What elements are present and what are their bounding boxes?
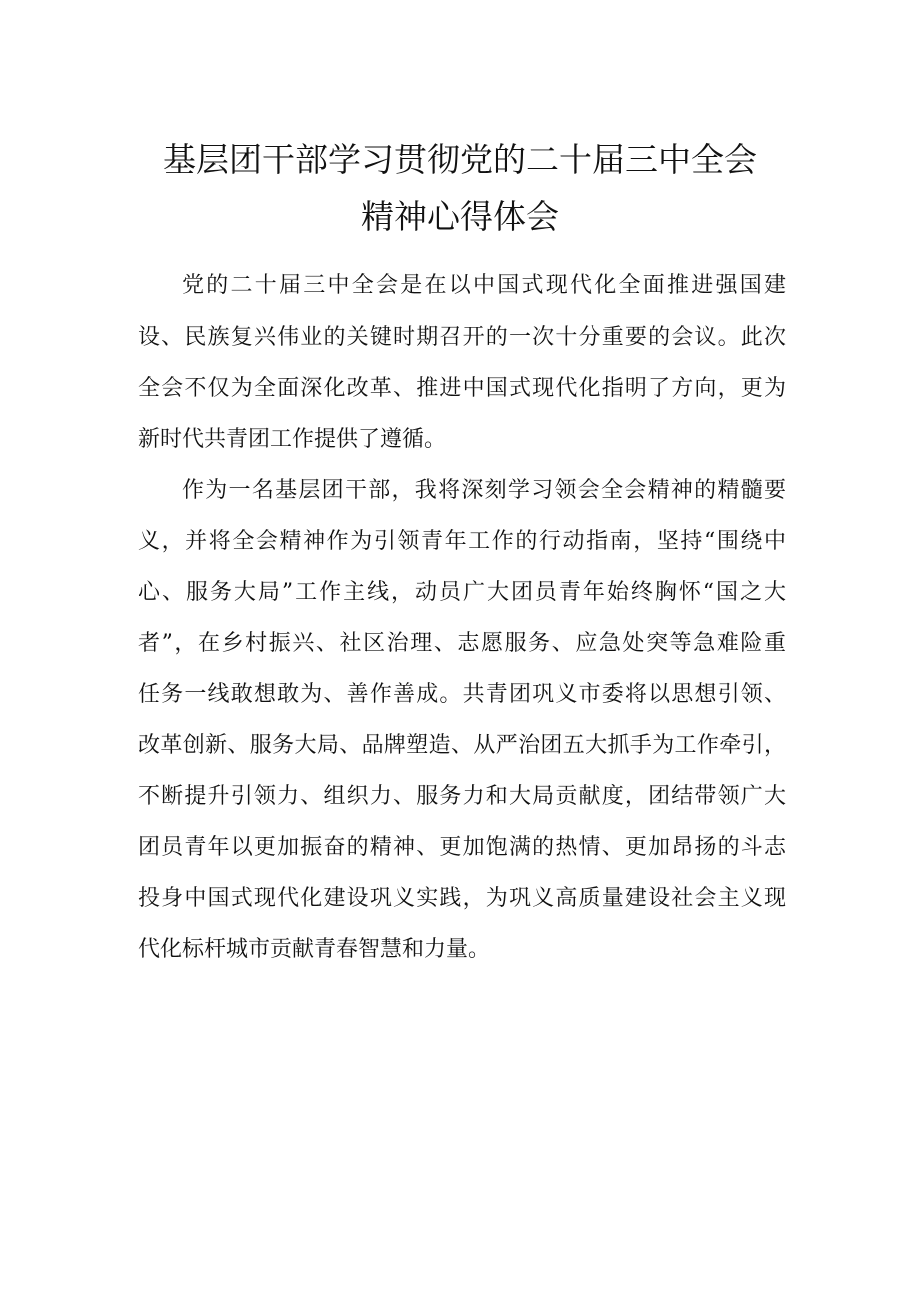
paragraph-2-line-1: 作为一名基层团干部，我将深刻学习领会全会精神的精髓要	[182, 478, 786, 503]
paragraph-1-line-3: 全会不仅为全面深化改革、推进中国式现代化指明了方向，更为	[138, 376, 786, 401]
paragraph-1-line-4: 新时代共青团工作提供了遵循。	[138, 427, 447, 452]
title-line-1: 基层团干部学习贯彻党的二十届三中全会	[163, 140, 757, 179]
paragraph-2-line-2: 义，并将全会精神作为引领青年工作的行动指南，坚持“围绕中	[138, 529, 786, 554]
paragraph-2-line-6: 改革创新、服务大局、品牌塑造、从严治团五大抓手为工作牵引，	[138, 733, 786, 758]
paragraph-2-line-10: 代化标杆城市贡献青春智慧和力量。	[138, 937, 491, 962]
title-line-2: 精神心得体会	[361, 197, 559, 236]
paragraph-2-line-3: 心、服务大局”工作主线，动员广大团员青年始终胸怀“国之大	[138, 580, 786, 605]
paragraph-2-line-7: 不断提升引领力、组织力、服务力和大局贡献度，团结带领广大	[138, 784, 786, 809]
paragraph-2-line-9: 投身中国式现代化建设巩义实践，为巩义高质量建设社会主义现	[138, 886, 786, 911]
paragraph-2-line-8: 团员青年以更加振奋的精神、更加饱满的热情、更加昂扬的斗志	[138, 835, 786, 860]
paragraph-1-line-1: 党的二十届三中全会是在以中国式现代化全面推进强国建	[182, 273, 786, 298]
paragraph-2-line-5: 任务一线敢想敢为、善作善成。共青团巩义市委将以思想引领、	[138, 682, 786, 707]
paragraph-2-line-4: 者”，在乡村振兴、社区治理、志愿服务、应急处突等急难险重	[138, 631, 786, 656]
paragraph-1-line-2: 设、民族复兴伟业的关键时期召开的一次十分重要的会议。此次	[138, 325, 786, 350]
